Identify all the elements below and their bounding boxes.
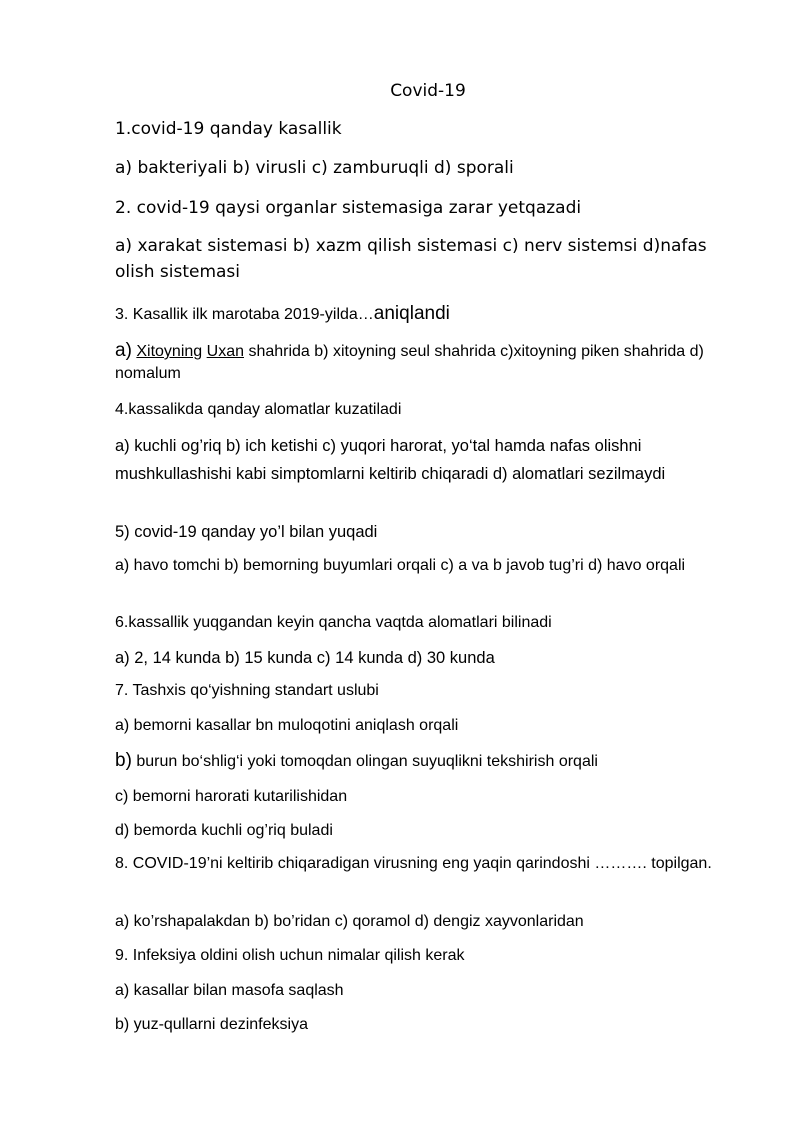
answers-8: a) ko’rshapalakdan b) bo’ridan c) qoramol d) dengiz xayvonlaridan: [115, 913, 584, 930]
question-3-end: aniqlandi: [373, 303, 450, 324]
question-2: 2. covid-19 qaysi organlar sistemasiga zarar yetqazadi: [115, 198, 582, 218]
question-6: 6.kassallik yuqgandan keyin qancha vaqtda alomatlari bilinadi: [115, 614, 552, 631]
question-7: 7. Tashxis qo‘yishning standart uslubi: [115, 682, 379, 699]
answer-7-a: a) bemorni kasallar bn muloqotini aniqlash orqali: [115, 717, 459, 734]
answers-1: a) bakteriyali b) virusli c) zamburuqli d) sporali: [115, 158, 514, 178]
question-3-text: 3. Kasallik ilk marotaba 2019-yilda…: [115, 306, 374, 323]
answer-7-d: d) bemorda kuchli og’riq buladi: [115, 822, 333, 839]
document-title: Covid-19: [390, 81, 466, 101]
answer-3-letter: a): [115, 340, 132, 361]
answer-7-c: c) bemorni harorati kutarilishidan: [115, 788, 348, 805]
answer-3-word-1: Xitoyning: [136, 343, 203, 360]
question-8: 8. COVID-19’ni keltirib chiqaradigan virusning eng yaqin qarindoshi ………. topilgan.: [115, 855, 712, 872]
answers-4: a) kuchli og’riq b) ich ketishi c) yuqori harorat, yo‘tal hamda nafas olishni mushkullashishi kabi simptomlarni keltirib chiqaradi d) alomatlari sezilmaydi: [115, 437, 666, 483]
answer-7-b: [115, 750, 745, 773]
question-1: 1.covid-19 qanday kasallik: [115, 119, 342, 139]
answers-2: a) xarakat sistemasi b) xazm qilish sistemasi c) nerv sistemsi d)nafas olish sistemasi: [115, 236, 707, 282]
answer-3-rest: shahrida b) xitoyning seul shahrida c)xitoyning piken shahrida d) nomalum: [115, 343, 704, 382]
answer-9-b: b) yuz-qullarni dezinfeksiya: [115, 1016, 308, 1033]
question-5: 5) covid-19 qanday yo’l bilan yuqadi: [115, 523, 378, 541]
question-4: 4.kassalikda qanday alomatlar kuzatiladi: [115, 401, 402, 418]
question-3: [115, 302, 745, 327]
answer-9-a: a) kasallar bilan masofa saqlash: [115, 982, 344, 999]
question-9: 9. Infeksiya oldini olish uchun nimalar qilish kerak: [115, 947, 465, 964]
answer-3-word-2: Uxan: [206, 343, 244, 360]
answers-5: a) havo tomchi b) bemorning buyumlari orqali c) a va b javob tug’ri d) havo orqali: [115, 557, 686, 574]
answers-6: a) 2, 14 kunda b) 15 kunda c) 14 kunda d) 30 kunda: [115, 649, 495, 667]
answer-7-b-text: burun bo‘shlig‘i yoki tomoqdan olingan suyuqlikni tekshirish orqali: [136, 753, 598, 770]
answer-7-b-letter: b): [115, 750, 132, 771]
answers-3: [115, 340, 745, 385]
